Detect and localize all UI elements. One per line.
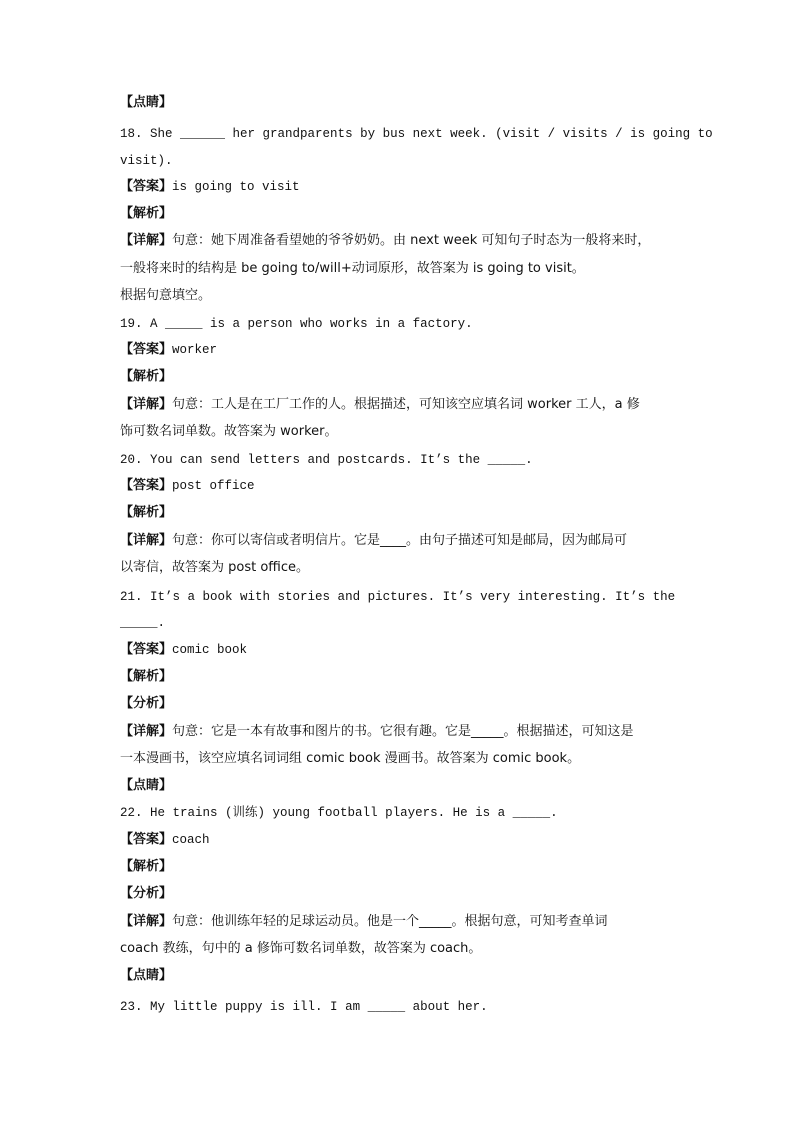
answer-text: is going to visit: [172, 180, 300, 194]
label-answer: 【答案】: [120, 179, 173, 194]
detail-18-line1: [120, 230, 650, 252]
detail-22-line1: [120, 911, 608, 933]
label-detail: 【详解】: [120, 914, 173, 929]
answer-text: comic book: [172, 643, 248, 657]
question-text: You can send letters and postcards. It’s the _____.: [150, 453, 533, 467]
detail-18-line2: 一般将来时的结构是 be going to/will+动词原形，故答案为 is going to visit。: [120, 261, 585, 276]
detail-text: 句意：她下周准备看望她的爷爷奶奶。由 next week 可知句子时态为一般将来时，: [172, 233, 651, 248]
answer-18: [120, 176, 300, 198]
detail-19-line2: 饰可数名词单数。故答案为 worker。: [120, 424, 338, 439]
label-jiexi: 【解析】: [120, 505, 173, 520]
detail-text: 句意：工人是在工厂工作的人。根据描述，可知该空应填名词 worker 工人，a 修: [172, 397, 640, 412]
label-detail: 【详解】: [120, 397, 173, 412]
question-text: A _____ is a person who works in a factory.: [150, 317, 473, 331]
detail-21-line1: [120, 721, 634, 743]
label-fenxi: 【分析】: [120, 696, 173, 711]
label-jiexi: 【解析】: [120, 859, 173, 874]
label-answer: 【答案】: [120, 478, 173, 493]
label-detail: 【详解】: [120, 724, 173, 739]
question-number: 19.: [120, 317, 143, 331]
label-dianjing: 【点睛】: [120, 968, 173, 983]
detail-22-line2: coach 教练，句中的 a 修饰可数名词单数，故答案为 coach。: [120, 941, 482, 956]
answer-text: coach: [172, 833, 210, 847]
label-detail: 【详解】: [120, 233, 173, 248]
detail-text: 句意：他训练年轻的足球运动员。他是一个_____。根据句意，可知考查单词: [172, 914, 608, 929]
answer-text: worker: [172, 343, 218, 357]
question-18-cont: visit).: [120, 154, 173, 168]
note-18: 根据句意填空。: [120, 288, 212, 303]
label-jiexi: 【解析】: [120, 669, 173, 684]
answer-22: [120, 829, 210, 851]
question-18: [120, 123, 713, 145]
question-21: [120, 586, 675, 608]
label-dianjing: 【点睛】: [120, 778, 173, 793]
label-fenxi: 【分析】: [120, 886, 173, 901]
label-answer: 【答案】: [120, 642, 173, 657]
question-23: [120, 996, 488, 1018]
detail-text: 句意：它是一本有故事和图片的书。它很有趣。它是_____。根据描述，可知这是: [172, 724, 634, 739]
label-answer: 【答案】: [120, 832, 173, 847]
question-text: My little puppy is ill. I am _____ about her.: [150, 1000, 488, 1014]
question-number: 20.: [120, 453, 143, 467]
label-jiexi: 【解析】: [120, 206, 173, 221]
question-19: [120, 313, 473, 335]
detail-text: 句意：你可以寄信或者明信片。它是____。由句子描述可知是邮局，因为邮局可: [172, 533, 628, 548]
detail-19-line1: [120, 394, 640, 416]
question-number: 23.: [120, 1000, 143, 1014]
detail-21-line2: 一本漫画书，该空应填名词词组 comic book 漫画书。故答案为 comic book。: [120, 751, 581, 766]
detail-20-line2: 以寄信，故答案为 post office。: [120, 560, 310, 575]
answer-text: post office: [172, 479, 255, 493]
question-number: 22.: [120, 806, 143, 820]
answer-19: [120, 339, 217, 361]
question-text: It’s a book with stories and pictures. It’s very interesting. It’s the: [150, 590, 676, 604]
answer-21: [120, 639, 247, 661]
question-number: 21.: [120, 590, 143, 604]
answer-20: [120, 475, 255, 497]
question-number: 18.: [120, 127, 143, 141]
question-text: She ______ her grandparents by bus next week. (visit / visits / is going to: [150, 127, 713, 141]
question-21-cont: _____.: [120, 616, 166, 630]
detail-20-line1: [120, 530, 627, 552]
question-22: [120, 802, 558, 824]
label-answer: 【答案】: [120, 342, 173, 357]
label-detail: 【详解】: [120, 533, 173, 548]
question-20: [120, 449, 533, 471]
label-dianjing: 【点睛】: [120, 95, 173, 110]
question-text: He trains (训练) young football players. He is a _____.: [150, 806, 558, 820]
label-jiexi: 【解析】: [120, 369, 173, 384]
